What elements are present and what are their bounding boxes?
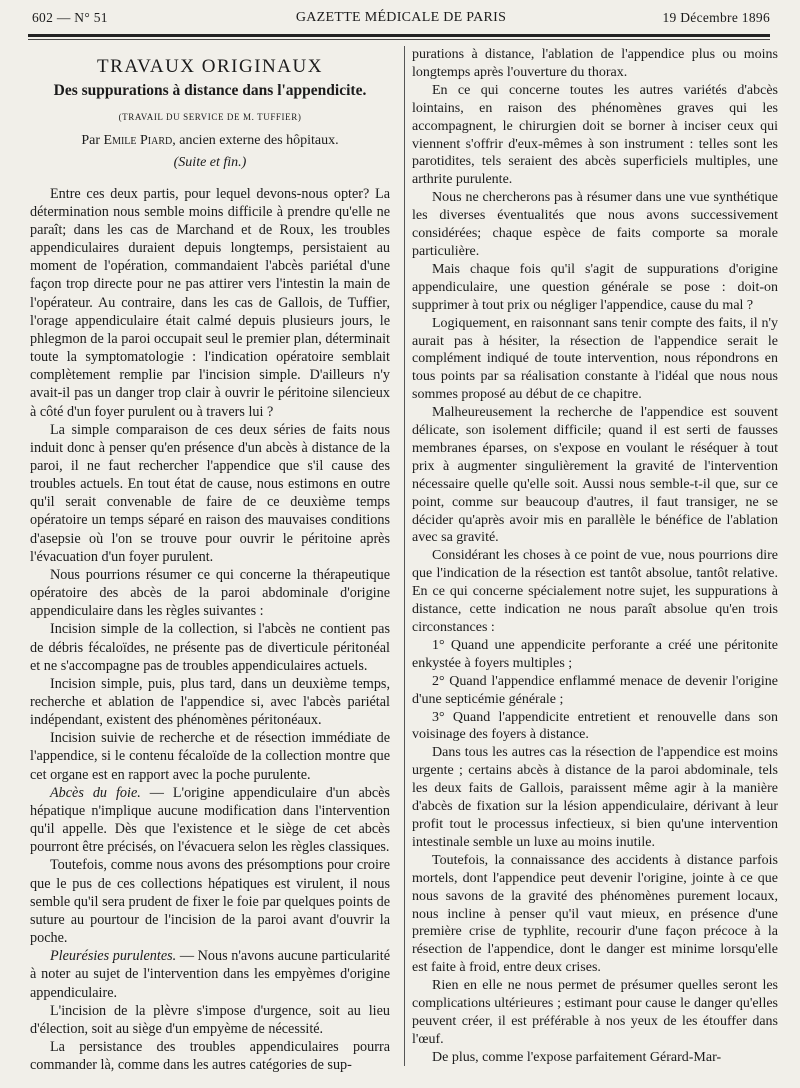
paragraph: Nous pourrions résumer ce qui concerne la thérapeutique opératoire des abcès de la paroi abdominale d'origine appendiculaire dans les règles suivantes : (30, 566, 390, 620)
paragraph: La simple comparaison de ces deux séries de faits nous induit donc à penser qu'en présence d'un abcès à distance de la paroi, il ne faut rechercher l'appendice que s'il cause des troubles actuels. En tout état de cause, nous estimons en outre qu'il serait convenable de faire de ce deuxième temps opératoire un temps séparé en raison des mauvaises conditions d'asepsie où l'on se trouve pour ouvrir le péritoine après l'évacuation d'un foyer purulent. (30, 421, 390, 565)
page-number: 602 — N° 51 (32, 10, 108, 25)
right-column (412, 46, 778, 1067)
article-title: Des suppurations à distance dans l'appendicite. (53, 82, 367, 100)
running-head (32, 8, 770, 32)
journal-title: GAZETTE MÉDICALE DE PARIS (295, 10, 507, 25)
header-rule-thin (28, 39, 770, 40)
byline (30, 132, 390, 150)
paragraph (30, 947, 390, 1001)
section-title: TRAVAUX ORIGINAUX (97, 56, 323, 77)
subheading-abces-du-foie: Abcès du foie. (50, 784, 141, 801)
list-item: 2° Quand l'appendice enflammé menace de devenir l'origine d'une septicémie générale ; (412, 673, 778, 707)
paragraph: Considérant les choses à ce point de vue, nous pourrions dire que l'indication de la résection est tantôt absolue, tantôt relative. En ce qui concerne spécialement notre sujet, les suppurations à distance, cette indication ne nous paraît absolue qu'en trois circonstances : (412, 548, 778, 635)
paragraph: Rien en elle ne nous permet de présumer quelles seront les complications ultérieures ; estimant pour cause le danger qu'elles peuvent créer, il est préférable à nos yeux de les étouffer dans l'œuf. (412, 978, 778, 1047)
paragraph: Incision suivie de recherche et de résection immédiate de l'appendice, si le contenu fécaloïde de la collection montre que cet organe est en rapport avec la poche purulente. (30, 730, 390, 783)
paragraph: Incision simple, puis, plus tard, dans un deuxième temps, recherche et ablation de l'appendice si, avec l'abcès pariétal indépendant, existent des phénomènes péritonéaux. (30, 675, 390, 729)
issue-date: 19 Décembre 1896 (662, 10, 770, 25)
paragraph: Toutefois, comme nous avons des présomptions pour croire que le pus de ces collections hépatiques est virulent, il nous semble qu'il sera prudent de fixer le foie par quelques points de suture au pourtour de l'incision de la paroi avant d'ouvrir la poche. (30, 857, 390, 947)
paragraph: purations à distance, l'ablation de l'appendice plus ou moins longtemps après l'ouverture du thorax. (412, 47, 778, 80)
paragraph (30, 784, 390, 857)
header-rule-thick (28, 34, 770, 37)
author-name: Emile Piard (103, 133, 173, 149)
paragraph: Toutefois, la connaissance des accidents à distance parfois mortels, dont l'appendice peut devenir l'origine, jointe à ce que nous savons de la gravité des phénomènes purement locaux, nous incline à penser qu'il vaut mieux, en présence d'une première crise de typhlite, recourir d'une façon précoce à la résection de l'appendice, dont le danger est minime lorsqu'elle est faite à froid, entre deux crises. (412, 852, 778, 976)
list-item: 1° Quand une appendicite perforante a créé une péritonite enkystée à foyers multiples ; (412, 637, 778, 671)
byline-suffix: , ancien externe des hôpitaux. (172, 133, 339, 149)
paragraph: Malheureusement la recherche de l'appendice est souvent délicate, son isolement difficile; quand il est serti de fausses membranes éparses, on s'expose en voulant le réséquer à tout prix à augmenter singulièrement la gravité de l'intervention nécessaire quelle qu'elle soit. Aussi nous semble-t-il que, sur ce point, comme sur beaucoup d'autres, il faut transiger, ne se décider qu'après avoir mis en parallèle le bénéfice de l'ablation avec sa gravité. (412, 405, 778, 546)
paragraph: Nous ne chercherons pas à résumer dans une vue synthétique les diverses éventualités que nous avons successivement considérées; chaque espèce de faits comporte sa morale particulière. (412, 190, 778, 259)
paragraph-text: — Nous n'avons aucune particularité à noter au sujet de l'intervention dans les empyèmes d'origine appendiculaire. (30, 948, 390, 1001)
paragraph: Incision simple de la collection, si l'abcès ne contient pas de débris fécaloïdes, ne présente pas de diverticule péritonéal et ne s'accompagne pas de troubles appendiculaires actuels. (30, 621, 390, 674)
paragraph-text: — L'origine appendiculaire d'un abcès hépatique n'implique aucune modification dans l'intervention qu'il appelle. Dès que l'existence et le siège de cet abcès pourront être précisés, on l'évacuera selon les règles classiques. (30, 784, 390, 856)
subheading-pleuresies: Pleurésies purulentes. (50, 948, 177, 965)
column-divider (404, 46, 405, 1066)
paragraph: Logiquement, en raisonnant sans tenir compte des faits, il n'y aurait pas à hésiter, la résection de l'appendice serait le complément indiqué de toute intervention, nous répondrons en tous points par sa réalisation constante à l'idéal que nous nous sommes proposé au début de ce chapitre. (412, 315, 778, 403)
service-note: (TRAVAIL DU SERVICE DE M. TUFFIER) (118, 112, 302, 123)
paragraph: Entre ces deux partis, pour lequel devons-nous opter? La détermination nous semble moins difficile à prendre qu'elle ne paraît; dans les cas de Marchand et de Roux, les troubles appendiculaires duraient depuis longtemps, persistaient au moment de l'opération, commandaient l'abcès pariétal d'une façon trop directe pour ne pas attirer vers l'intestin la main de l'opérateur. Au contraire, dans les cas de Gallois, de Tuffier, l'orage appendiculaire était calmé depuis plusieurs jours, le phlegmon de la paroi occupait seul le premier plan, déterminait toute la symptomatologie : l'indication opératoire semblait complètement remplie par l'incision simple. D'ailleurs n'y avait-il pas un danger trop clair à ouvrir le péritoine silencieux à côté d'un foyer purulent ou à travers lui ? (30, 185, 390, 420)
paragraph: Mais chaque fois qu'il s'agit de suppurations d'origine appendiculaire, une question générale se pose : doit-on supprimer à tout prix ou négliger l'appendice, cause du mal ? (412, 261, 778, 313)
paragraph: L'incision de la plèvre s'impose d'urgence, soit au lieu d'élection, soit au siège d'un empyème de nécessité. (30, 1002, 390, 1037)
paragraph: La persistance des troubles appendiculaires pourra commander là, comme dans les autres catégories de sup- (30, 1038, 390, 1074)
left-column (30, 46, 390, 1074)
list-item: 3° Quand l'appendicite entretient et renouvelle dans son voisinage des foyers à distance. (412, 709, 778, 743)
continuation-note: (Suite et fin.) (173, 155, 247, 171)
paragraph: De plus, comme l'expose parfaitement Gérard-Mar- (432, 1049, 722, 1065)
paragraph: En ce qui concerne toutes les autres variétés d'abcès lointains, en raison des phénomènes graves qui les accompagnent, le chirurgien doit se borner à inciser ceux qui viennent s'offrir d'eux-mêmes à son instrument : telles sont les parotidites, tels seraient des abcès superficiels multiples, une arthrite purulente. (412, 82, 778, 188)
byline-prefix: Par (81, 133, 101, 149)
paragraph: Dans tous les autres cas la résection de l'appendice est moins urgente ; certains abcès à distance de la paroi abdominale, tels les deux faits de Gallois, paraissent même agir à la manière d'abcès de fixation sur la lésion appendiculaire, dérivant à leur profit tout le processus infectieux, si bien qu'une intervention intestinale semble un luxe au moins inutile. (412, 745, 778, 850)
